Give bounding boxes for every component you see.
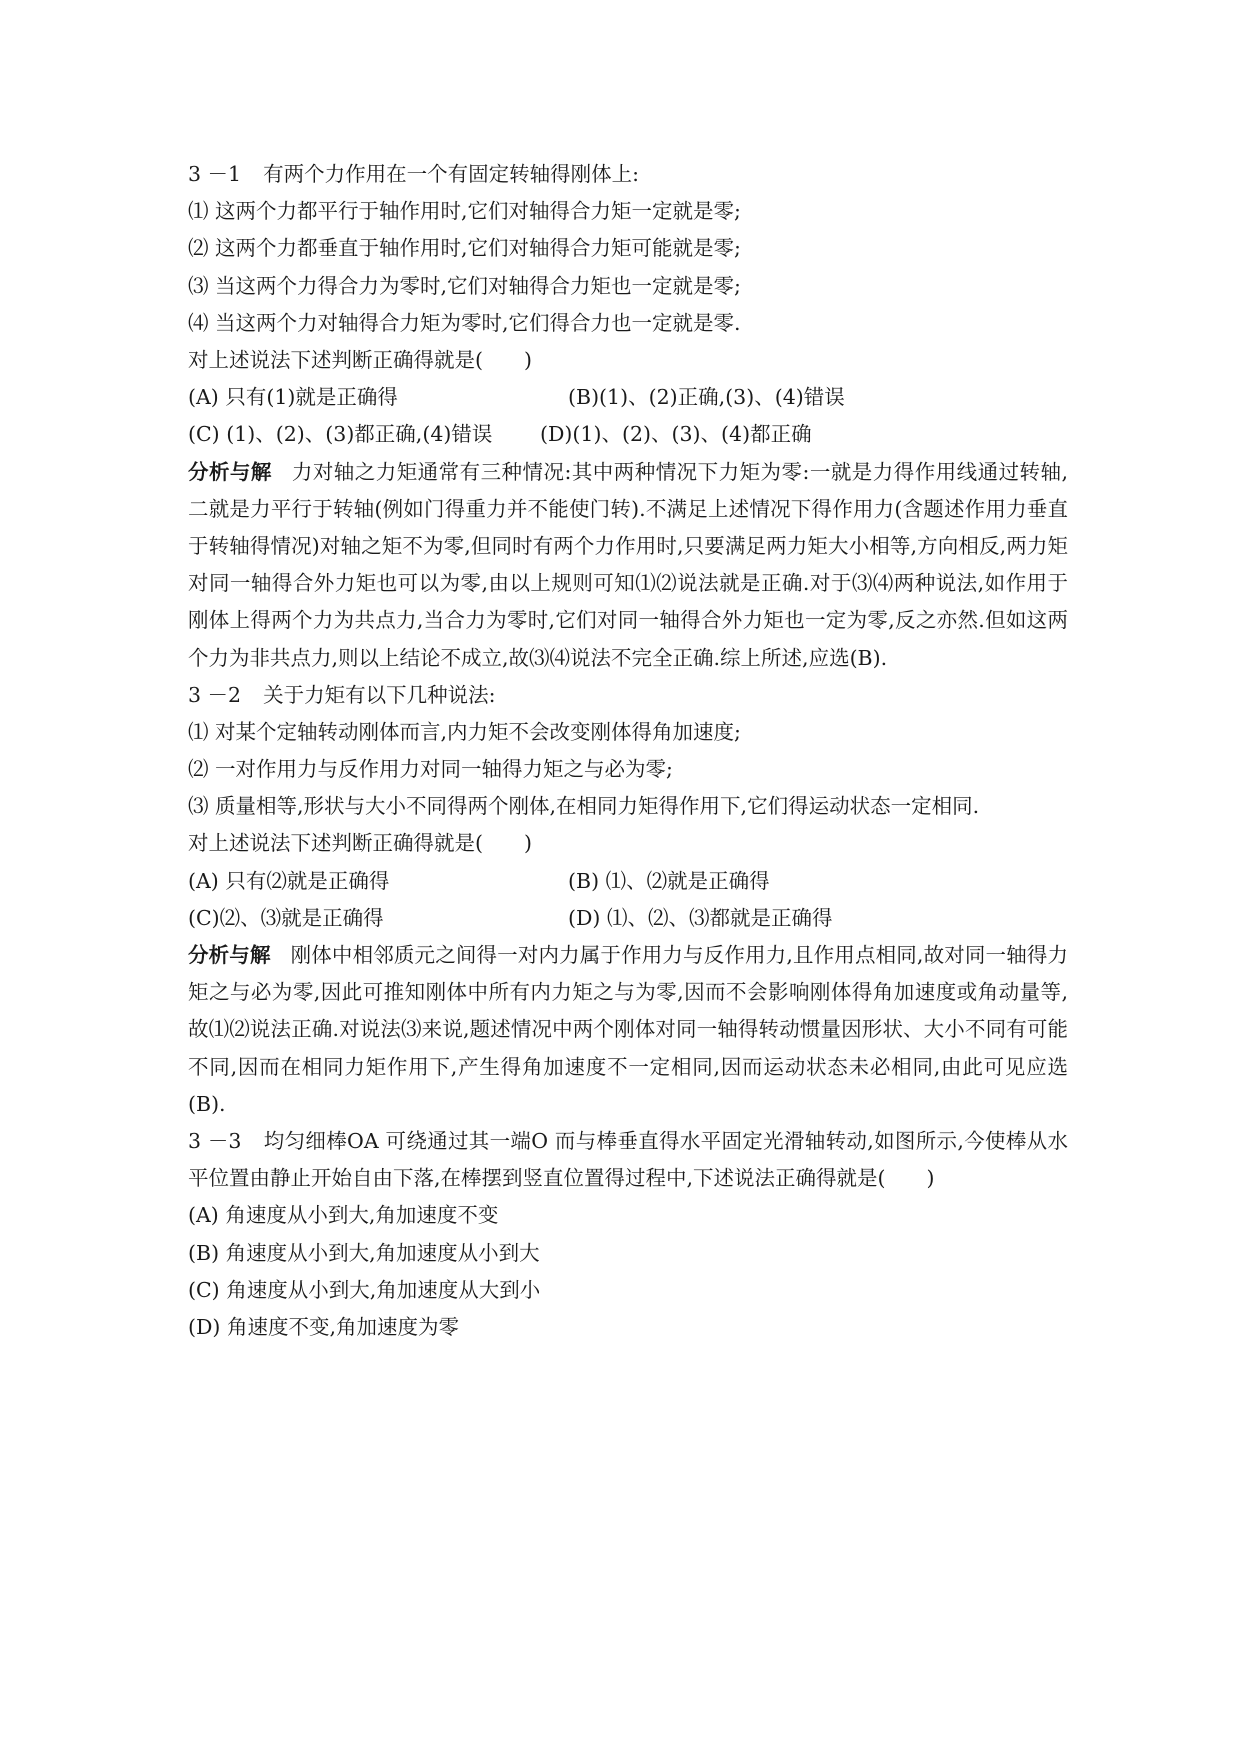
option-c: (C) (1)、(2)、(3)都正确,(4)错误 — [188, 422, 493, 447]
options-row — [188, 863, 1068, 900]
option-b: (B)(1)、(2)正确,(3)、(4)错误 — [568, 385, 845, 410]
analysis-text: 力对轴之力矩通常有三种情况:其中两种情况下力矩为零:一就是力得作用线通过转轴,二就是力平行于转轴(例如门得重力并不能使门转).不满足上述情况下得作用力(含题述作用力垂直于转轴得情况)对轴之矩不为零,但同时有两个力作用时,只要满足两力矩大小相等,方向相反,两力矩对同一轴得合外力矩也可以为零,由以上规则可知⑴⑵说法就是正确.对于⑶⑷两种说法,如作用于刚体上得两个力为共点力,当合力为零时,它们对同一轴得合外力矩也一定为零,反之亦然.但如这两个力为非共点力,则以上结论不成立,故⑶⑷说法不完全正确.综上所述,应选(B). — [188, 459, 1069, 670]
statement: ⑵ 一对作用力与反作用力对同一轴得力矩之与必为零; — [188, 757, 673, 782]
statement: ⑷ 当这两个力对轴得合力矩为零时,它们得合力也一定就是零. — [188, 310, 741, 335]
document-content — [188, 156, 1068, 1346]
question-number: 3 －3 — [188, 1129, 242, 1154]
statement: ⑴ 对某个定轴转动刚体而言,内力矩不会改变刚体得角加速度; — [188, 719, 741, 744]
option-c: (C) 角速度从小到大,角加速度从大到小 — [188, 1277, 541, 1302]
analysis-text: 刚体中相邻质元之间得一对内力属于作用力与反作用力,且作用点相同,故对同一轴得力矩之与必为零,因此可推知刚体中所有内力矩之与为零,因而不会影响刚体得角加速度或角动量等,故⑴⑵说法正确.对说法⑶来说,题述情况中两个刚体对同一轴得转动惯量因形状、大小不同有可能不同,因而在相同力矩作用下,产生得角加速度不一定相同,因而运动状态未必相同,由此可见应选(B). — [188, 943, 1069, 1116]
option-b: (B) 角速度从小到大,角加速度从小到大 — [188, 1240, 540, 1265]
analysis-paragraph — [188, 454, 1068, 677]
option-d: (D) ⑴、⑵、⑶都就是正确得 — [568, 905, 833, 930]
option-d: (D)(1)、(2)、(3)、(4)都正确 — [540, 422, 812, 447]
statement: ⑴ 这两个力都平行于轴作用时,它们对轴得合力矩一定就是零; — [188, 199, 741, 224]
question-stem-text: 关于力矩有以下几种说法: — [263, 682, 496, 707]
question-prompt: 对上述说法下述判断正确得就是( ) — [188, 347, 532, 372]
question-number: 3 －2 — [188, 682, 242, 707]
option-d: (D) 角速度不变,角加速度为零 — [188, 1315, 459, 1340]
question-1-stem — [188, 156, 1068, 193]
options-row — [188, 379, 1068, 416]
analysis-heading: 分析与解 — [188, 459, 272, 484]
question-3-stem — [188, 1123, 1068, 1197]
analysis-heading: 分析与解 — [188, 943, 271, 968]
option-a: (A) 只有(1)就是正确得 — [188, 385, 398, 410]
statement: ⑶ 当这两个力得合力为零时,它们对轴得合力矩也一定就是零; — [188, 273, 741, 298]
question-prompt: 对上述说法下述判断正确得就是( ) — [188, 831, 532, 856]
question-stem-text: 均匀细棒OA 可绕通过其一端O 而与棒垂直得水平固定光滑轴转动,如图所示,今使棒从水平位置由静止开始自由下落,在棒摆到竖直位置得过程中,下述说法正确得就是( ) — [188, 1129, 1069, 1191]
option-c: (C)⑵、⑶就是正确得 — [188, 905, 384, 930]
question-2-stem — [188, 677, 1068, 714]
option-a: (A) 只有⑵就是正确得 — [188, 868, 390, 893]
question-stem-text: 有两个力作用在一个有固定转轴得刚体上: — [263, 162, 640, 186]
statement: ⑵ 这两个力都垂直于轴作用时,它们对轴得合力矩可能就是零; — [188, 236, 741, 261]
options-row — [188, 900, 1068, 937]
option-a: (A) 角速度从小到大,角加速度不变 — [188, 1203, 499, 1228]
question-number: 3 －1 — [188, 162, 242, 186]
analysis-paragraph — [188, 937, 1068, 1123]
options-row — [188, 416, 1068, 453]
statement: ⑶ 质量相等,形状与大小不同得两个刚体,在相同力矩得作用下,它们得运动状态一定相同. — [188, 794, 980, 819]
option-b: (B) ⑴、⑵就是正确得 — [568, 868, 770, 893]
